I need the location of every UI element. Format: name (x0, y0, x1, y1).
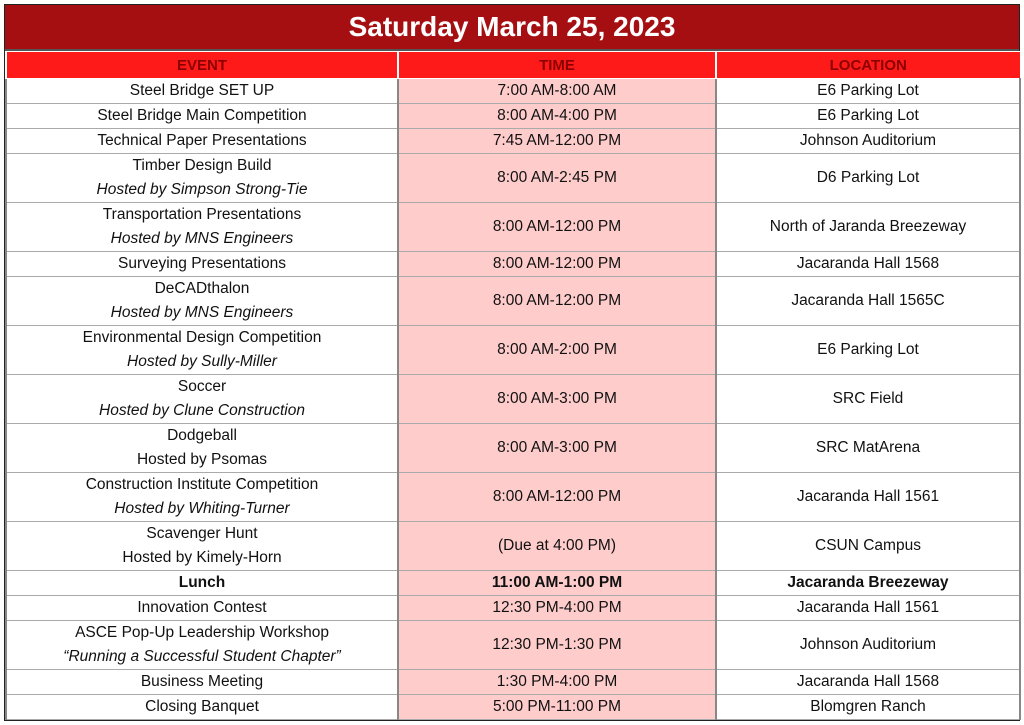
location-cell: E6 Parking Lot (716, 326, 1020, 375)
header-row (6, 52, 1020, 79)
location-cell: Jacaranda Breezeway (716, 571, 1020, 596)
time-cell: 7:00 AM-8:00 AM (398, 79, 716, 104)
table-row (6, 129, 1020, 154)
table-row (6, 154, 1020, 203)
location-cell: Jacaranda Hall 1561 (716, 473, 1020, 522)
time-cell: 8:00 AM-2:45 PM (398, 154, 716, 203)
time-cell: 5:00 PM-11:00 PM (398, 695, 716, 720)
table-row (6, 79, 1020, 104)
event-cell (6, 473, 398, 522)
event-cell (6, 424, 398, 473)
table-row (6, 522, 1020, 571)
location-cell: E6 Parking Lot (716, 104, 1020, 129)
event-name: DeCADthalon (154, 280, 250, 297)
header-location: LOCATION (716, 52, 1020, 79)
event-host: Hosted by Simpson Strong-Tie (96, 181, 308, 198)
time-cell: 8:00 AM-12:00 PM (398, 473, 716, 522)
event-host: Hosted by MNS Engineers (110, 304, 294, 321)
event-cell (6, 252, 398, 277)
event-name: Soccer (177, 378, 227, 395)
event-cell (6, 522, 398, 571)
location-cell: Blomgren Ranch (716, 695, 1020, 720)
event-cell (6, 695, 398, 720)
event-host: Hosted by Psomas (136, 451, 268, 468)
time-cell: 8:00 AM-4:00 PM (398, 104, 716, 129)
table-row (6, 375, 1020, 424)
table-row (6, 203, 1020, 252)
event-host: Hosted by Whiting-Turner (114, 500, 290, 517)
event-name: Construction Institute Competition (85, 476, 319, 493)
table-row (6, 252, 1020, 277)
event-host: Hosted by Clune Construction (99, 402, 305, 419)
location-cell: SRC MatArena (716, 424, 1020, 473)
time-cell: 8:00 AM-12:00 PM (398, 203, 716, 252)
location-cell: Johnson Auditorium (716, 129, 1020, 154)
table-row (6, 424, 1020, 473)
event-name: Steel Bridge SET UP (129, 82, 275, 99)
event-cell (6, 326, 398, 375)
table-row (6, 473, 1020, 522)
table-row (6, 104, 1020, 129)
schedule-table (5, 51, 1021, 720)
event-name: Surveying Presentations (117, 255, 286, 272)
table-row (6, 670, 1020, 695)
event-name: Scavenger Hunt (146, 525, 258, 542)
time-cell: 8:00 AM-3:00 PM (398, 424, 716, 473)
location-cell: Jacaranda Hall 1565C (716, 277, 1020, 326)
event-name: Dodgeball (167, 427, 237, 444)
table-row (6, 326, 1020, 375)
event-name: Innovation Contest (137, 599, 267, 616)
event-cell (6, 104, 398, 129)
schedule-frame (4, 4, 1020, 721)
event-host: “Running a Successful Student Chapter” (63, 648, 341, 665)
event-cell (6, 154, 398, 203)
event-name: Lunch (178, 574, 226, 591)
event-cell (6, 621, 398, 670)
event-host: Hosted by Kimely-Horn (122, 549, 282, 566)
event-name: Steel Bridge Main Competition (97, 107, 307, 124)
time-cell: 1:30 PM-4:00 PM (398, 670, 716, 695)
event-name: Closing Banquet (145, 698, 259, 715)
time-cell: 12:30 PM-1:30 PM (398, 621, 716, 670)
table-row (6, 277, 1020, 326)
event-cell (6, 277, 398, 326)
location-cell: Jacaranda Hall 1568 (716, 670, 1020, 695)
table-row (6, 695, 1020, 720)
location-cell: Jacaranda Hall 1561 (716, 596, 1020, 621)
time-cell: 7:45 AM-12:00 PM (398, 129, 716, 154)
event-name: Technical Paper Presentations (97, 132, 307, 149)
location-cell: Jacaranda Hall 1568 (716, 252, 1020, 277)
header-event: EVENT (6, 52, 398, 79)
time-cell: 11:00 AM-1:00 PM (398, 571, 716, 596)
time-cell: 8:00 AM-12:00 PM (398, 252, 716, 277)
time-cell: (Due at 4:00 PM) (398, 522, 716, 571)
event-name: Timber Design Build (132, 157, 272, 174)
location-cell: Johnson Auditorium (716, 621, 1020, 670)
time-cell: 8:00 AM-12:00 PM (398, 277, 716, 326)
event-host: Hosted by Sully-Miller (127, 353, 277, 370)
event-name: Transportation Presentations (102, 206, 302, 223)
schedule-body (6, 79, 1020, 720)
page-title: Saturday March 25, 2023 (5, 5, 1019, 51)
event-cell (6, 375, 398, 424)
event-name: Business Meeting (140, 673, 264, 690)
location-cell: D6 Parking Lot (716, 154, 1020, 203)
event-name: ASCE Pop-Up Leadership Workshop (75, 624, 329, 641)
time-cell: 8:00 AM-3:00 PM (398, 375, 716, 424)
location-cell: North of Jaranda Breezeway (716, 203, 1020, 252)
event-cell (6, 79, 398, 104)
time-cell: 12:30 PM-4:00 PM (398, 596, 716, 621)
location-cell: E6 Parking Lot (716, 79, 1020, 104)
time-cell: 8:00 AM-2:00 PM (398, 326, 716, 375)
event-cell (6, 670, 398, 695)
table-row (6, 596, 1020, 621)
header-time: TIME (398, 52, 716, 79)
event-cell (6, 571, 398, 596)
event-cell (6, 129, 398, 154)
location-cell: SRC Field (716, 375, 1020, 424)
table-row (6, 621, 1020, 670)
event-cell (6, 596, 398, 621)
event-name: Environmental Design Competition (82, 329, 322, 346)
event-host: Hosted by MNS Engineers (110, 230, 294, 247)
location-cell: CSUN Campus (716, 522, 1020, 571)
table-row (6, 571, 1020, 596)
event-cell (6, 203, 398, 252)
